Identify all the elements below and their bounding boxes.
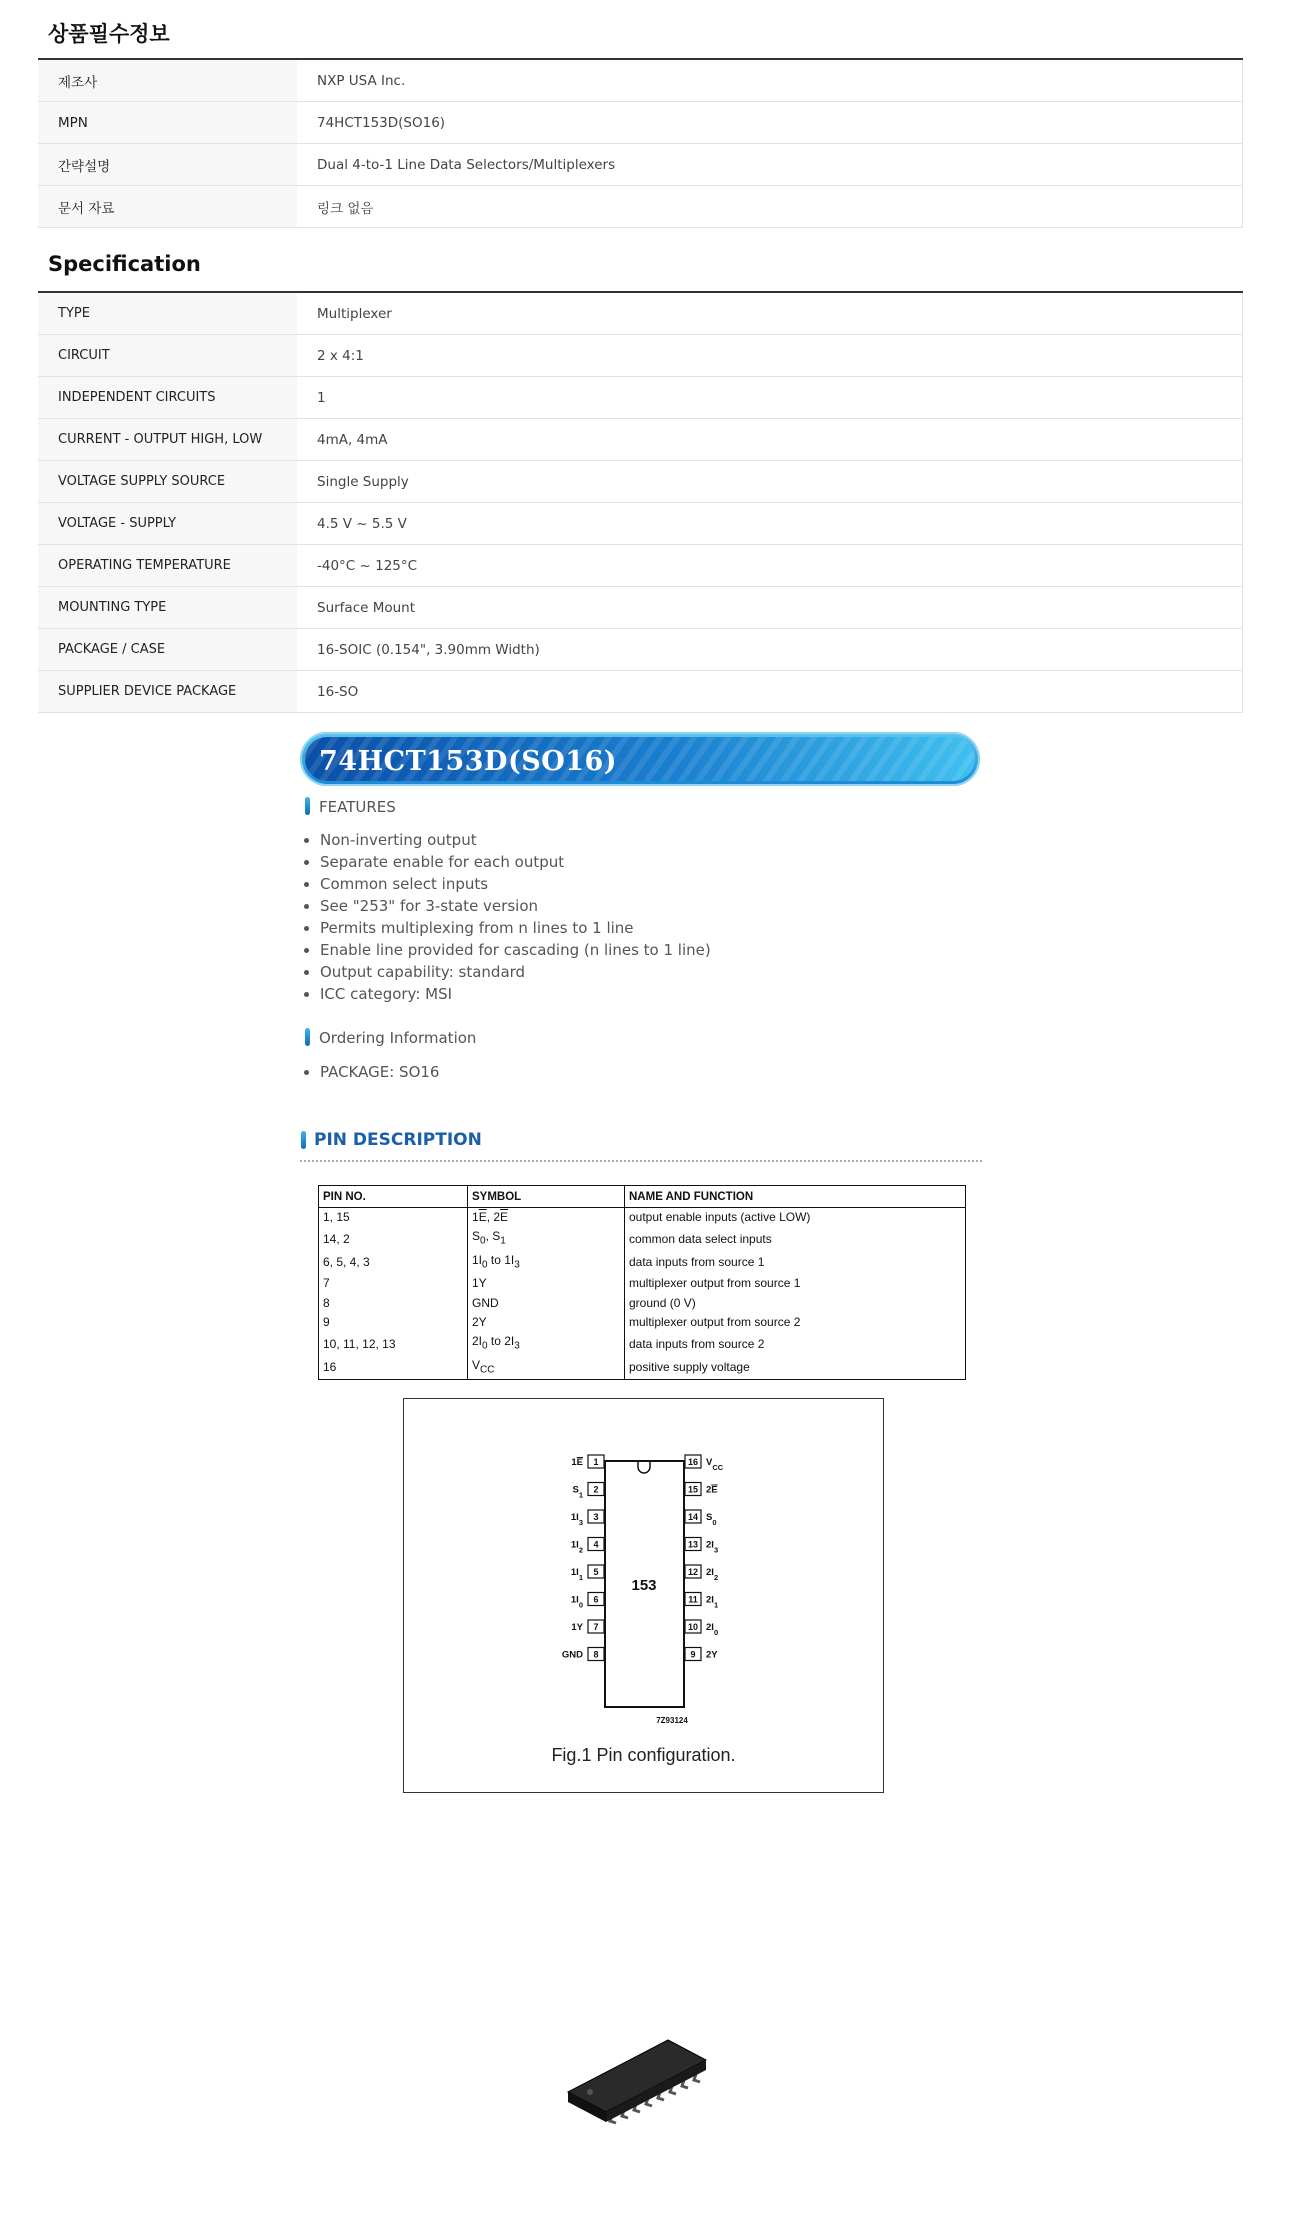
pin-number: 12 [687, 1567, 699, 1577]
column-header: PIN NO. [319, 1186, 468, 1208]
pin-label: $2I_3$ [706, 1539, 719, 1554]
ordering-heading: Ordering Information [319, 1029, 477, 1047]
function-cell: positive supply voltage [629, 1359, 750, 1374]
row-key: 문서 자료 [38, 186, 297, 228]
symbol-cell: $1\overline{E}$, $2\overline{E}$ [468, 1208, 625, 1228]
symbol-cell: GND [468, 1294, 625, 1313]
row-key: OPERATING TEMPERATURE [38, 545, 297, 587]
pin-label: $2I_2$ [706, 1567, 719, 1582]
symbol-cell: $2I_0$ to $2I_3$ [468, 1332, 625, 1355]
list-item: • Enable line provided for cascading (n lines to 1 line) [320, 939, 711, 961]
function-cell: data inputs from source 2 [629, 1336, 765, 1351]
function-cell: multiplexer output from source 1 [629, 1276, 801, 1291]
section-title-specification: Specification [48, 252, 201, 276]
table-row [38, 335, 1243, 377]
row-key: VOLTAGE SUPPLY SOURCE [38, 461, 297, 503]
pin-configuration-figure [403, 1398, 884, 1793]
row-value: 2 x 4:1 [297, 335, 1243, 377]
table-row [38, 671, 1243, 713]
pin-number: 3 [593, 1512, 599, 1522]
row-key: MPN [38, 102, 297, 144]
pin-number: 10 [687, 1622, 699, 1632]
figure-code: 7Z93124 [656, 1716, 688, 1725]
pin-number: 9 [690, 1649, 696, 1660]
pin-cell: 9 [319, 1313, 468, 1332]
list-item: • Output capability: standard [320, 961, 711, 983]
pin-number: 4 [593, 1539, 599, 1550]
table-row [38, 60, 1243, 102]
list-item: • Non-inverting output [320, 829, 711, 851]
pin-number: 11 [688, 1594, 698, 1605]
table-row [38, 377, 1243, 419]
row-value: 4.5 V ~ 5.5 V [297, 503, 1243, 545]
table-row [319, 1313, 966, 1332]
row-key: PACKAGE / CASE [38, 629, 297, 671]
table-header-row [319, 1186, 966, 1208]
function-cell: common data select inputs [629, 1231, 772, 1246]
list-item: • Permits multiplexing from n lines to 1 line [320, 917, 711, 939]
function-cell: ground (0 V) [629, 1295, 696, 1310]
row-value: Single Supply [297, 461, 1243, 503]
row-key: TYPE [38, 293, 297, 335]
function-cell: output enable inputs (active LOW) [629, 1210, 811, 1225]
figure-caption: Fig.1 Pin configuration. [551, 1745, 736, 1765]
table-row [38, 629, 1243, 671]
row-key: SUPPLIER DEVICE PACKAGE [38, 671, 297, 713]
table-row [319, 1227, 966, 1250]
table-row [319, 1208, 966, 1228]
row-value: 16-SOIC (0.154", 3.90mm Width) [297, 629, 1243, 671]
row-value: 링크 없음 [297, 186, 1243, 228]
bullet-pill-icon [305, 797, 310, 815]
pin-label: $2I_0$ [706, 1622, 719, 1637]
table-row [38, 186, 1243, 228]
row-value: 4mA, 4mA [297, 419, 1243, 461]
pin-cell: 8 [319, 1294, 468, 1313]
row-value: Multiplexer [297, 293, 1243, 335]
ordering-list [300, 1061, 439, 1083]
pin-label: GND [561, 1649, 583, 1661]
pin-label: $1I_0$ [570, 1594, 583, 1609]
symbol-cell: 2Y [468, 1313, 625, 1332]
specification-table [38, 293, 1243, 713]
section-title-product-info: 상품필수정보 [48, 22, 170, 46]
pin-number: 8 [593, 1649, 599, 1660]
pin-label: 1E [571, 1457, 583, 1468]
symbol-cell: $S_0$, $S_1$ [468, 1227, 625, 1250]
pin-number: 13 [687, 1539, 699, 1550]
pin-number: 6 [593, 1594, 599, 1605]
pin-label: $V_{CC}$ [706, 1457, 724, 1472]
table-row [38, 293, 1243, 335]
right-pins [685, 1455, 724, 1661]
function-cell: data inputs from source 1 [629, 1254, 765, 1269]
pin-cell: 6, 5, 4, 3 [319, 1251, 468, 1274]
table-row [319, 1251, 966, 1274]
column-header: NAME AND FUNCTION [625, 1186, 966, 1208]
banner-title: 74HCT153D(SO16) [319, 746, 618, 777]
row-value: 74HCT153D(SO16) [297, 102, 1243, 144]
pin-label: $S_1$ [572, 1484, 583, 1499]
pin-label: 2E [706, 1484, 718, 1496]
pin-label: $1I_1$ [570, 1567, 583, 1582]
row-value: 1 [297, 377, 1243, 419]
table-row [319, 1274, 966, 1293]
pin-label: 1Y [571, 1622, 583, 1633]
row-key: VOLTAGE - SUPPLY [38, 503, 297, 545]
pin-number: 2 [593, 1484, 599, 1495]
table-row [319, 1356, 966, 1380]
features-list [300, 829, 711, 1005]
ic-pin1-dot [587, 2089, 593, 2095]
pin-cell: 1, 15 [319, 1208, 468, 1228]
pin-number: 14 [687, 1512, 699, 1522]
list-item: • PACKAGE: SO16 [320, 1061, 439, 1083]
table-row [38, 545, 1243, 587]
product-banner [300, 732, 980, 786]
row-value: Dual 4-to-1 Line Data Selectors/Multiplexers [297, 144, 1243, 186]
row-key: MOUNTING TYPE [38, 587, 297, 629]
table-row [319, 1332, 966, 1355]
pin-description-title: PIN DESCRIPTION [314, 1130, 482, 1150]
row-value: NXP USA Inc. [297, 60, 1243, 102]
table-row [38, 419, 1243, 461]
left-pins [562, 1455, 604, 1661]
bullet-pill-icon [305, 1028, 310, 1046]
table-row [38, 102, 1243, 144]
pin-cell: 10, 11, 12, 13 [319, 1332, 468, 1355]
list-item: • See "253" for 3-state version [320, 895, 711, 917]
list-item: • Separate enable for each output [320, 851, 711, 873]
function-cell: multiplexer output from source 2 [629, 1315, 801, 1330]
pin-label: 2Y [706, 1649, 718, 1661]
column-header: SYMBOL [468, 1186, 625, 1208]
pin-cell: 16 [319, 1356, 468, 1380]
row-value: -40°C ~ 125°C [297, 545, 1243, 587]
pin-number: 5 [593, 1567, 599, 1577]
row-value: Surface Mount [297, 587, 1243, 629]
pin-number: 7 [593, 1622, 599, 1632]
list-item: • ICC category: MSI [320, 983, 711, 1005]
symbol-cell: $V_{CC}$ [468, 1356, 625, 1380]
table-row [319, 1294, 966, 1313]
row-value: 16-SO [297, 671, 1243, 713]
ic-package-image [560, 2030, 730, 2150]
symbol-cell: 1Y [468, 1274, 625, 1293]
dotted-divider [300, 1160, 982, 1162]
symbol-cell: $1I_0$ to $1I_3$ [468, 1251, 625, 1274]
row-key: INDEPENDENT CIRCUITS [38, 377, 297, 419]
table-row [38, 461, 1243, 503]
table-row [38, 503, 1243, 545]
row-key: CIRCUIT [38, 335, 297, 377]
features-heading: FEATURES [319, 798, 396, 816]
chip-label: 153 [631, 1577, 657, 1594]
bullet-pill-icon [301, 1131, 306, 1149]
pin-number: 16 [687, 1457, 699, 1467]
list-item: • Common select inputs [320, 873, 711, 895]
row-key: CURRENT - OUTPUT HIGH, LOW [38, 419, 297, 461]
pin-cell: 14, 2 [319, 1227, 468, 1250]
pin-diagram [404, 1399, 883, 1739]
pin-label: $S_0$ [706, 1512, 717, 1527]
table-row [38, 587, 1243, 629]
row-key: 간략설명 [38, 144, 297, 186]
pin-label: $1I_2$ [570, 1539, 583, 1554]
pin-label: $2I_1$ [706, 1594, 719, 1609]
pin-description-table [318, 1185, 966, 1380]
pin-label: $1I_3$ [570, 1512, 583, 1527]
row-key: 제조사 [38, 60, 297, 102]
pin-number: 1 [593, 1457, 599, 1467]
pin-cell: 7 [319, 1274, 468, 1293]
table-row [38, 144, 1243, 186]
pin-number: 15 [687, 1484, 699, 1495]
product-info-table [38, 60, 1243, 228]
